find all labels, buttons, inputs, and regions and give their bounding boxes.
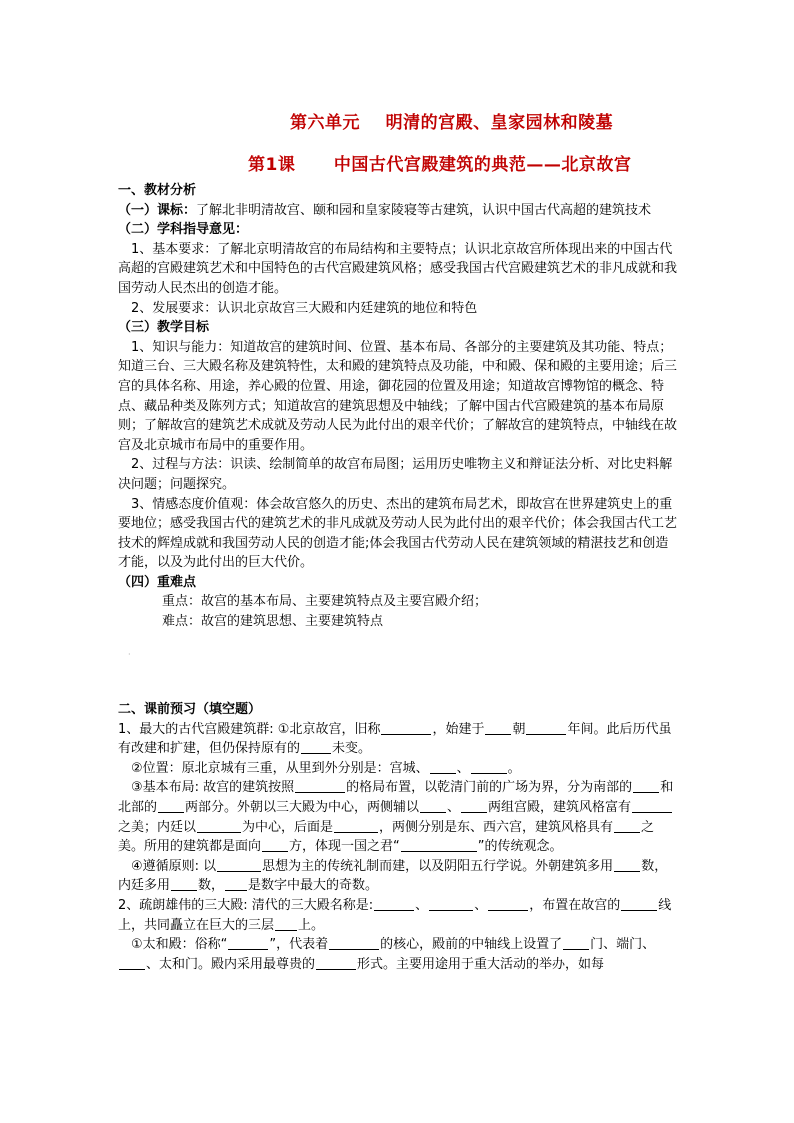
blank[interactable] <box>374 897 414 911</box>
question-3 <box>118 778 678 856</box>
q5-text-c: 、 <box>474 897 488 913</box>
q1-text-d: 年间。此后历代虽有改建和扩建，但仍保持原有的 <box>118 721 672 757</box>
s4-difficult-point: 难点：故宫的建筑思想、主要建筑特点 <box>162 614 384 630</box>
blank[interactable] <box>217 858 261 872</box>
blank[interactable] <box>334 819 378 833</box>
blank[interactable] <box>381 721 431 735</box>
blank[interactable] <box>614 819 640 833</box>
blank[interactable] <box>563 936 589 950</box>
s4-heading: （四）重难点 <box>118 574 197 590</box>
blank[interactable] <box>430 760 456 774</box>
question-6 <box>118 935 678 974</box>
q3-text-l: ”的传统观念。 <box>477 839 563 855</box>
blank[interactable] <box>632 799 672 813</box>
section1-heading: 一、教材分析 <box>118 183 197 198</box>
unit-title: 第六单元 明清的宫殿、皇家园林和陵墓 <box>290 113 614 133</box>
blank[interactable] <box>275 917 297 931</box>
q3-text-h: 为中心，后面是 <box>242 819 334 835</box>
s4-key-point: 重点：故宫的基本布局、主要建筑特点及主要宫殿介绍； <box>162 594 488 610</box>
s3-heading: （三）教学目标 <box>118 320 210 336</box>
q3-text-j: 之美。所用的建筑都是面向 <box>118 819 655 855</box>
blank[interactable] <box>329 936 379 950</box>
blank[interactable] <box>225 877 247 891</box>
q6-text-b: ”，代表着 <box>269 937 329 953</box>
q4-text-a: ④遵循原则: 以 <box>131 858 217 874</box>
blank[interactable] <box>526 721 566 735</box>
blank[interactable] <box>158 799 184 813</box>
blank[interactable] <box>488 897 528 911</box>
blank[interactable] <box>633 779 659 793</box>
q5-text-e: 线上，共同矗立在巨大的三层 <box>118 897 672 933</box>
s2-development-requirement: 2、发展要求：认识北京故宫三大殿和内廷建筑的地位和特色 <box>131 300 478 316</box>
blank[interactable] <box>621 897 657 911</box>
q3-text-b: 的格局布置，以乾清门前的广场为界，分为南部的 <box>346 780 633 796</box>
blank[interactable] <box>197 819 241 833</box>
blank[interactable] <box>420 799 446 813</box>
q5-text-f: 上。 <box>298 917 325 933</box>
s2-basic-requirement: 1、基本要求：了解北京明清故宫的布局结构和主要特点；认识北京故宫所体现出来的中国古代高超的宫殿建筑艺术和中国特色的古代宫殿建筑风格；感受我国古代宫殿建筑艺术的非凡成就和我国劳动人民杰出的创造才能。 <box>118 241 678 296</box>
q3-text-a: ③基本布局: 故宫的建筑按照 <box>131 780 295 796</box>
q6-text-c: 的核心，殿前的中轴线上设置了 <box>380 937 563 953</box>
blank[interactable] <box>295 779 345 793</box>
blank[interactable] <box>485 721 511 735</box>
bullet-mark: · <box>128 650 131 659</box>
q2-text-c: 。 <box>507 760 521 776</box>
q3-text-i: ，两侧分别是东、西六宫，建筑风格具有 <box>379 819 614 835</box>
q1-text-a: 1、最大的古代宫殿建筑群: ①北京故宫，旧称 <box>118 721 381 737</box>
q4-text-e: 是数字中最大的奇数。 <box>248 878 379 894</box>
q1-text-e: 未变。 <box>332 741 372 757</box>
section-textbook-analysis <box>118 181 678 632</box>
blank[interactable] <box>316 956 356 970</box>
question-2 <box>118 759 678 779</box>
s3-knowledge-ability: 1、知识与能力：知道故宫的建筑时间、位置、基本布局、各部分的主要建筑及其功能、特点；知道三台、三大殿名称及建筑特性，太和殿的建筑特点及功能，中和殿、保和殿的主要用途；后三宫的具体名称、用途，养心殿的位置、用途，御花园的位置及用途；知道故宫博物馆的概念、特点、藏品种类及陈列方式；知道故宫的建筑思想及中轴线；了解中国古代宫殿建筑的基本布局原则；了解故宫的建筑艺术成就及劳动人民为此付出的艰辛代价；了解故宫的建筑特点，中轴线在故宫及北京城市布局中的重要作用。 <box>118 339 678 453</box>
s2-heading: （二）学科指导意见： <box>118 222 249 238</box>
q4-text-c: 数，内廷多用 <box>118 858 668 894</box>
q1-text-c: 朝 <box>512 721 526 737</box>
q5-text-a: 2、疏朗雄伟的三大殿: 清代的三大殿名称是: <box>118 897 374 913</box>
curriculum-standard <box>118 201 678 221</box>
blank[interactable] <box>461 799 487 813</box>
s3-process-method: 2、过程与方法：识读、绘制简单的故宫布局图；运用历史唯物主义和辩证法分析、对比史料解决问题；问题探究。 <box>118 457 673 492</box>
q5-text-b: 、 <box>415 897 429 913</box>
blank[interactable] <box>262 838 288 852</box>
blank[interactable] <box>401 838 477 852</box>
blank[interactable] <box>429 897 473 911</box>
blank[interactable] <box>301 740 331 754</box>
q2-text-a: ②位置：原北京城有三重，从里到外分别是：宫城、 <box>131 760 429 776</box>
question-1 <box>118 720 678 759</box>
q5-text-d: ，布置在故宫的 <box>529 897 621 913</box>
section2-heading: 二、课前预习（填空题） <box>118 702 262 717</box>
q6-text-a: ①太和殿：俗称“ <box>131 937 228 953</box>
q6-text-d: 门、端门、 <box>590 937 656 953</box>
q4-text-d: 数， <box>198 878 225 894</box>
blank[interactable] <box>171 877 197 891</box>
q4-text-b: 思想为主的传统礼制而建，以及阴阳五行学说。外朝建筑多用 <box>262 858 614 874</box>
blank[interactable] <box>614 858 640 872</box>
q3-text-c: 和北部的 <box>118 780 674 815</box>
q6-text-f: 形式。主要用途用于重大活动的举办，如每 <box>357 956 605 972</box>
q3-text-e: 、 <box>447 799 461 815</box>
q3-text-d: 两部分。外朝以三大殿为中心，两侧辅以 <box>185 799 420 815</box>
blank[interactable] <box>228 936 268 950</box>
question-5 <box>118 896 678 935</box>
q6-text-e: 、太和门。殿内采用最尊贵的 <box>146 956 316 972</box>
q3-text-g: 之美；内廷以 <box>118 819 197 835</box>
question-4 <box>118 857 678 896</box>
q2-text-b: 、 <box>456 760 470 776</box>
lesson-title: 第1课 中国古代宫殿建筑的典范——北京故宫 <box>248 155 632 175</box>
q1-text-b: ，始建于 <box>432 721 485 737</box>
blank[interactable] <box>119 956 145 970</box>
section-preview-fill-in <box>118 700 678 974</box>
s3-emotion-values: 3、情感态度价值观：体会故宫悠久的历史、杰出的建筑布局艺术，即故宫在世界建筑史上的重要地位；感受我国古代的建筑艺术的非凡成就及劳动人民为此付出的艰辛代价；体会我国古代工艺技术的辉煌成就和我国劳动人民的创造才能;体会我国古代劳动人民在建筑领域的精湛技艺和创造才能，以及为此付出的巨大代价。 <box>118 496 678 571</box>
q3-text-f: 两组宫殿，建筑风格富有 <box>488 799 632 815</box>
q3-text-k: 方，体现一国之君“ <box>289 839 400 855</box>
blank[interactable] <box>471 760 507 774</box>
s1-text: 了解北非明清故宫、颐和园和皇家陵寝等古建筑，认识中国古代高超的建筑技术 <box>196 202 652 218</box>
s1-heading: （一）课标： <box>118 202 197 218</box>
